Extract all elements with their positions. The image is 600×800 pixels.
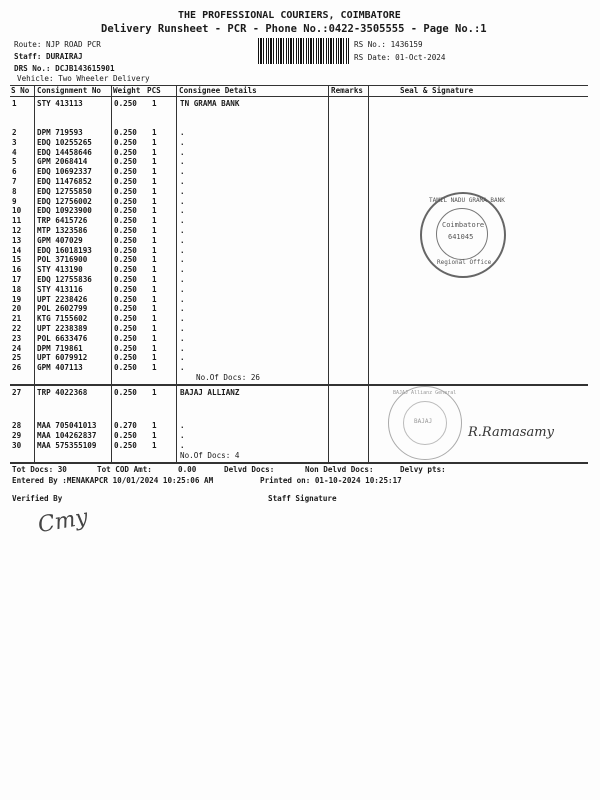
pcs: 1	[152, 284, 157, 294]
row-sno: 20	[12, 304, 22, 314]
weight: 0.250	[114, 235, 137, 245]
consignee-details: .	[180, 314, 185, 324]
consignment-no: GPM 407029	[37, 235, 83, 245]
consignment-no: DPM 719593	[37, 128, 83, 137]
delivered-docs: Delvd Docs:	[224, 465, 275, 474]
consignment-no: TRP 6415726	[37, 216, 88, 226]
rs-number: RS No.: 1436159	[354, 40, 423, 49]
row-sno: 22	[12, 324, 22, 333]
row-sno: 6	[12, 167, 17, 177]
stamp-text: Coimbatore	[442, 221, 485, 229]
consignment-no: EDQ 10255265	[37, 137, 92, 147]
pcs: 1	[152, 128, 157, 137]
weight: 0.250	[114, 353, 137, 363]
row-sno: 18	[12, 284, 22, 294]
weight: 0.250	[114, 186, 137, 196]
verified-by-label: Verified By	[12, 494, 63, 503]
consignment-no: EDQ 10692337	[37, 167, 92, 177]
consignee-details: .	[180, 363, 185, 373]
consignment-no: UPT 2238389	[37, 324, 88, 333]
delivery-points: Delvy pts:	[400, 465, 446, 474]
row-sno: 9	[12, 196, 17, 206]
weight: 0.270	[114, 421, 137, 430]
consignee-details: .	[180, 265, 185, 275]
consignee-details: .	[180, 245, 185, 255]
stamp-text: Regional Office	[437, 259, 492, 266]
route: Route: NJP ROAD PCR	[14, 40, 101, 49]
consignee-details: .	[180, 275, 185, 284]
pcs: 1	[152, 196, 157, 206]
row-sno: 30	[12, 441, 22, 450]
col-divider	[328, 85, 329, 462]
weight: 0.250	[114, 177, 137, 186]
consignee-details: .	[180, 216, 185, 226]
consignee-details: .	[180, 304, 185, 314]
pcs: 1	[152, 226, 157, 235]
row-sno: 16	[12, 265, 22, 275]
consignment-no: GPM 407113	[37, 363, 83, 373]
consignment-no: EDQ 12756002	[37, 196, 92, 206]
weight: 0.250	[114, 167, 137, 177]
bank-seal-stamp	[420, 192, 506, 278]
col-consignee: Consignee Details	[179, 86, 257, 95]
total-cod-amount: 0.00	[178, 465, 197, 474]
document-title: Delivery Runsheet - PCR - Phone No.:0422-3505555 - Page No.:1	[101, 23, 487, 35]
row-sno: 15	[12, 255, 22, 265]
consignment-no: POL 2602799	[37, 304, 88, 314]
consignment-no: GPM 2068414	[37, 157, 88, 167]
staff: Staff: DURAIRAJ	[14, 52, 83, 61]
row-sno: 2	[12, 128, 17, 137]
group-doc-count: No.Of Docs: 4	[180, 451, 240, 460]
consignment-no: TRP 4022368	[37, 388, 88, 397]
row-sno: 3	[12, 137, 17, 147]
consignment-no: DPM 719861	[37, 343, 83, 353]
consignment-no: MTP 1323586	[37, 226, 88, 235]
pcs: 1	[152, 343, 157, 353]
row-sno: 26	[12, 363, 22, 373]
group-divider	[10, 384, 588, 386]
consignment-no: UPT 2238426	[37, 294, 88, 304]
pcs: 1	[152, 314, 157, 324]
drs-number: DRS No.: DCJB143615901	[14, 64, 115, 73]
pcs: 1	[152, 441, 157, 450]
pcs: 1	[152, 245, 157, 255]
consignee-details: .	[180, 167, 185, 177]
consignee-details: .	[180, 353, 185, 363]
row-sno: 24	[12, 343, 22, 353]
col-weight: Weight	[113, 86, 141, 95]
entered-by: Entered By :MENAKAPCR 10/01/2024 10:25:06 AM	[12, 476, 214, 485]
weight: 0.250	[114, 294, 137, 304]
consignee-details: TN GRAMA BANK	[180, 99, 240, 108]
weight: 0.250	[114, 388, 137, 397]
pcs: 1	[152, 353, 157, 363]
weight: 0.250	[114, 206, 137, 216]
header-bottom-border	[10, 96, 588, 97]
consignee-details: .	[180, 147, 185, 157]
consignee-details: .	[180, 294, 185, 304]
consignee-details: .	[180, 235, 185, 245]
consignment-no: UPT 6079912	[37, 353, 88, 363]
stamp-text: 641045	[448, 233, 474, 241]
weight: 0.250	[114, 147, 137, 157]
consignee-details: .	[180, 333, 185, 343]
consignee-details: .	[180, 284, 185, 294]
consignee-details: .	[180, 196, 185, 206]
consignee-details: .	[180, 421, 185, 430]
company-seal-stamp	[388, 386, 462, 460]
weight: 0.250	[114, 431, 137, 440]
pcs: 1	[152, 363, 157, 373]
consignment-no: STY 413113	[37, 99, 83, 108]
consignee-details: .	[180, 226, 185, 235]
company-name: THE PROFESSIONAL COURIERS, COIMBATORE	[178, 10, 401, 21]
col-divider	[111, 85, 112, 462]
consignee-details: .	[180, 137, 185, 147]
total-docs: Tot Docs: 30	[12, 465, 67, 474]
pcs: 1	[152, 206, 157, 216]
weight: 0.250	[114, 441, 137, 450]
consignee-details: .	[180, 177, 185, 186]
consignee-details: BAJAJ ALLIANZ	[180, 388, 240, 397]
row-sno: 21	[12, 314, 22, 324]
weight: 0.250	[114, 324, 137, 333]
row-sno: 13	[12, 235, 22, 245]
consignment-no: EDQ 16018193	[37, 245, 92, 255]
weight: 0.250	[114, 314, 137, 324]
consignment-no: EDQ 10923900	[37, 206, 92, 216]
col-remarks: Remarks	[331, 86, 364, 95]
row-sno: 12	[12, 226, 22, 235]
row-sno: 1	[12, 99, 17, 108]
consignee-details: .	[180, 206, 185, 216]
stamp-text: BAJAJ Allianz General	[393, 390, 457, 396]
pcs: 1	[152, 304, 157, 314]
pcs: 1	[152, 431, 157, 440]
vehicle: Vehicle: Two Wheeler Delivery	[17, 74, 150, 83]
consignment-no: MAA 575355109	[37, 441, 97, 450]
row-sno: 7	[12, 177, 17, 186]
row-sno: 11	[12, 216, 22, 226]
rs-date: RS Date: 01-Oct-2024	[354, 53, 446, 62]
stamp-text: BAJAJ	[414, 418, 433, 425]
consignment-no: POL 6633476	[37, 333, 88, 343]
printed-on: Printed on: 01-10-2024 10:25:17	[260, 476, 402, 485]
consignment-no: STY 413190	[37, 265, 83, 275]
barcode	[258, 38, 350, 64]
row-sno: 14	[12, 245, 22, 255]
total-cod-label: Tot COD Amt:	[97, 465, 152, 474]
col-divider	[368, 85, 369, 462]
consignment-no: EDQ 14458646	[37, 147, 92, 157]
consignment-no: EDQ 11476852	[37, 177, 92, 186]
weight: 0.250	[114, 137, 137, 147]
weight: 0.250	[114, 343, 137, 353]
row-sno: 17	[12, 275, 22, 284]
row-sno: 5	[12, 157, 17, 167]
pcs: 1	[152, 324, 157, 333]
col-pcs: PCS	[147, 86, 161, 95]
weight: 0.250	[114, 284, 137, 294]
consignee-details: .	[180, 431, 185, 440]
row-sno: 25	[12, 353, 22, 363]
pcs: 1	[152, 275, 157, 284]
weight: 0.250	[114, 245, 137, 255]
row-sno: 29	[12, 431, 22, 440]
col-seal: Seal & Signature	[400, 86, 474, 95]
weight: 0.250	[114, 128, 137, 137]
weight: 0.250	[114, 304, 137, 314]
pcs: 1	[152, 167, 157, 177]
col-consignment: Consignment No	[37, 86, 102, 95]
pcs: 1	[152, 333, 157, 343]
col-divider	[34, 85, 35, 462]
pcs: 1	[152, 235, 157, 245]
consignment-no: MAA 705041013	[37, 421, 97, 430]
weight: 0.250	[114, 265, 137, 275]
consignee-details: .	[180, 186, 185, 196]
consignment-no: MAA 104262837	[37, 431, 97, 440]
consignment-no: EDQ 12755836	[37, 275, 92, 284]
pcs: 1	[152, 99, 157, 108]
pcs: 1	[152, 255, 157, 265]
stamp-text: TAMIL NADU GRAMA BANK	[429, 197, 505, 204]
weight: 0.250	[114, 226, 137, 235]
weight: 0.250	[114, 363, 137, 373]
pcs: 1	[152, 137, 157, 147]
row-sno: 27	[12, 388, 22, 397]
pcs: 1	[152, 388, 157, 397]
consignment-no: KTG 7155602	[37, 314, 88, 324]
row-sno: 28	[12, 421, 22, 430]
staff-signature-label: Staff Signature	[268, 494, 337, 503]
pcs: 1	[152, 421, 157, 430]
pcs: 1	[152, 147, 157, 157]
pcs: 1	[152, 216, 157, 226]
weight: 0.250	[114, 255, 137, 265]
weight: 0.250	[114, 333, 137, 343]
row-sno: 10	[12, 206, 22, 216]
recipient-signature: R.Ramasamy	[468, 425, 554, 440]
weight: 0.250	[114, 275, 137, 284]
consignee-details: .	[180, 128, 185, 137]
verifier-signature: Cmy	[36, 504, 90, 539]
weight: 0.250	[114, 99, 137, 108]
consignee-details: .	[180, 157, 185, 167]
non-delivered-docs: Non Delvd Docs:	[305, 465, 374, 474]
weight: 0.250	[114, 157, 137, 167]
pcs: 1	[152, 294, 157, 304]
pcs: 1	[152, 157, 157, 167]
row-sno: 19	[12, 294, 22, 304]
weight: 0.250	[114, 196, 137, 206]
consignee-details: .	[180, 324, 185, 333]
weight: 0.250	[114, 216, 137, 226]
consignee-details: .	[180, 343, 185, 353]
pcs: 1	[152, 177, 157, 186]
consignment-no: POL 3716900	[37, 255, 88, 265]
row-sno: 8	[12, 186, 17, 196]
consignment-no: EDQ 12755850	[37, 186, 92, 196]
consignee-details: .	[180, 441, 185, 450]
col-sno: S No	[11, 86, 30, 95]
group-doc-count: No.Of Docs: 26	[196, 373, 261, 382]
pcs: 1	[152, 186, 157, 196]
col-divider	[176, 85, 177, 462]
row-sno: 23	[12, 333, 22, 343]
consignment-no: STY 413116	[37, 284, 83, 294]
pcs: 1	[152, 265, 157, 275]
consignee-details: .	[180, 255, 185, 265]
table-bottom-border	[10, 462, 588, 464]
row-sno: 4	[12, 147, 17, 157]
